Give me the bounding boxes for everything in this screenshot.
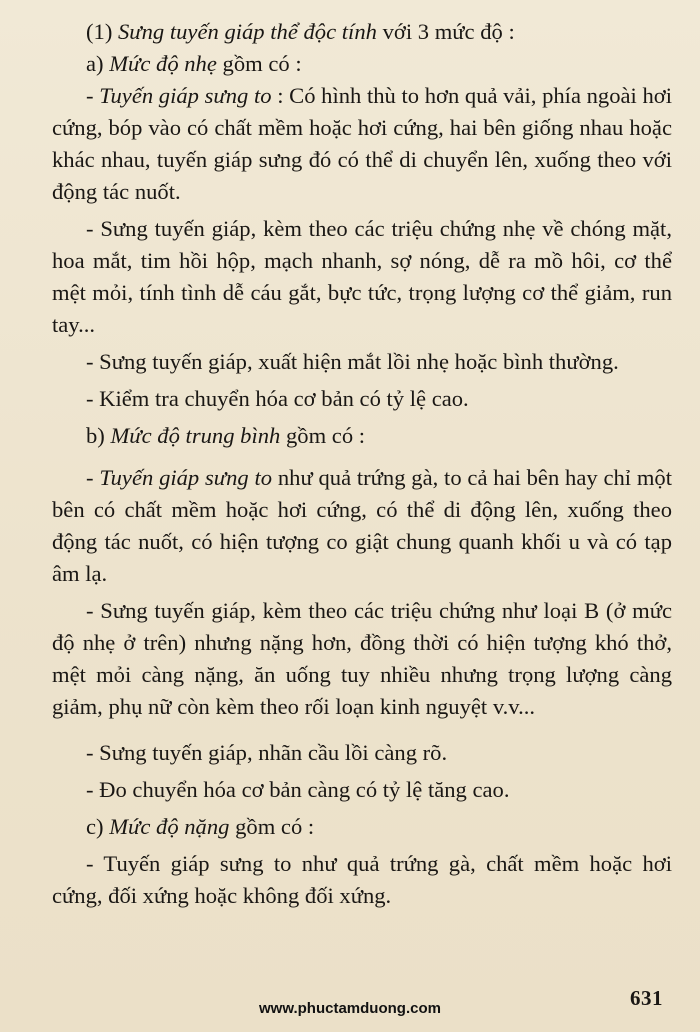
mild-item-1-tail: : Có hình thù to hơn quả vải, phía ngoài hơi cứng, bóp vào có chất mềm hoặc hơi cứng, hai bên giống nhau hoặc khác nhau, tuyến giáp sưng đó có thể di chuyển lên, xuống theo với động tác nuốt. [52,83,672,204]
page-text [52,16,672,912]
footer-url: www.phuctamduong.com [259,1000,441,1017]
mild-item-4: - Kiểm tra chuyển hóa cơ bản có tỷ lệ cao. [86,386,469,411]
moderate-heading-italic: Mức độ trung bình [110,423,281,448]
moderate-item-1-tail: như quả trứng gà, to cả hai bên hay chỉ một bên có chất mềm hoặc hơi cứng, có thể di động lên, xuống theo động tác nuốt, có hiện tượng co giật chung quanh khối u và có tạp âm lạ. [52,465,672,586]
moderate-item-3: - Sưng tuyến giáp, nhãn cầu lồi càng rõ. [86,740,448,765]
intro-lead: (1) [86,19,118,44]
moderate-item-1-lead: - [86,465,100,490]
moderate-heading-tail: gồm có : [280,423,366,448]
moderate-item-1-italic: Tuyến giáp sưng to [99,465,273,490]
moderate-heading-lead: b) [86,423,111,448]
mild-item-2: - Sưng tuyến giáp, kèm theo các triệu chứng nhẹ về chóng mặt, hoa mắt, tim hồi hộp, mạch nhanh, sợ nóng, dễ ra mồ hôi, cơ thể mệt mỏi, tính tình dễ cáu gắt, bực tức, trọng lượng cơ thể giảm, run tay... [52,216,672,337]
moderate-heading [52,420,672,452]
moderate-item-2: - Sưng tuyến giáp, kèm theo các triệu chứng như loại B (ở mức độ nhẹ ở trên) nhưng nặng hơn, đồng thời có hiện tượng khó thở, mệt mỏi càng nặng, ăn uống tuy nhiều nhưng trọng lượng càng giảm, phụ nữ còn kèm theo rối loạn kinh nguyệt v.v... [52,598,672,719]
severe-heading [52,811,672,843]
mild-item-1 [52,80,672,208]
mild-item-3: - Sưng tuyến giáp, xuất hiện mắt lồi nhẹ hoặc bình thường. [86,349,619,374]
severe-item-1: - Tuyến giáp sưng to như quả trứng gà, chất mềm hoặc hơi cứng, đối xứng hoặc không đối xứng. [52,851,672,908]
intro-italic: Sưng tuyến giáp thể độc tính [118,19,377,44]
intro-line [52,16,672,48]
severe-heading-tail: gồm có : [229,814,315,839]
page-number: 631 [630,986,663,1010]
mild-heading-italic: Mức độ nhẹ [109,51,217,76]
mild-heading-lead: a) [86,51,110,76]
moderate-item-1 [52,462,672,590]
mild-heading-tail: gồm có : [216,51,302,76]
severe-heading-italic: Mức độ nặng [109,814,230,839]
severe-heading-lead: c) [86,814,110,839]
moderate-item-4: - Đo chuyển hóa cơ bản càng có tỷ lệ tăng cao. [86,777,510,802]
mild-item-1-italic: Tuyến giáp sưng to [99,83,272,108]
mild-heading [52,48,672,80]
intro-tail: với 3 mức độ : [376,19,515,44]
mild-item-1-lead: - [86,83,100,108]
